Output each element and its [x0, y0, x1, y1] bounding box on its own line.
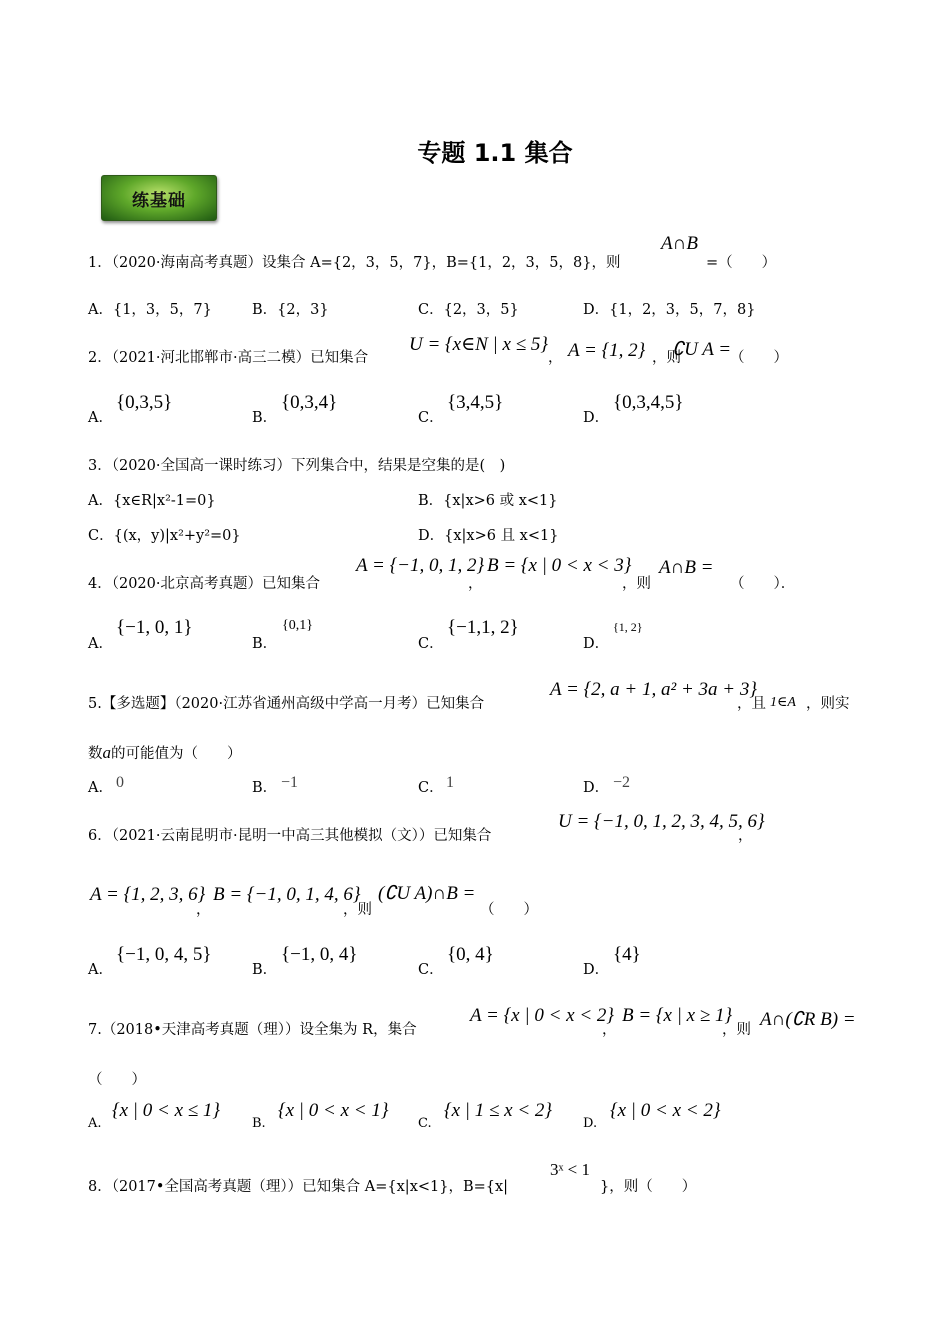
question-7-formula-b: B = {x | x ≥ 1} — [622, 1005, 733, 1026]
q5-option-a-label: A． — [88, 780, 113, 796]
q5-option-d-value: −2 — [613, 774, 631, 791]
question-7-line2: （ ） — [88, 1072, 146, 1088]
q7-option-d-value: {x | 0 < x < 2} — [610, 1100, 721, 1121]
q7-option-a-value: {x | 0 < x ≤ 1} — [112, 1100, 221, 1121]
question-7-formula-expr: A∩(∁R B) = — [760, 1009, 856, 1030]
q6-option-c-value: {0, 4} — [447, 944, 494, 965]
question-8-text: 8．（2017•全国高考真题（理））已知集合 A={x|x<1}，B={x| — [88, 1179, 509, 1195]
q3-option-c: C．{(x，y)|x²+y²=0} — [88, 528, 241, 544]
q4-option-c-label: C． — [418, 636, 444, 652]
q4-option-b-value: {0,1} — [282, 618, 313, 633]
question-4-sep: ， — [468, 576, 483, 592]
q5-option-a-value: 0 — [116, 774, 124, 791]
question-6-formula-expr: (∁U A)∩B = — [378, 883, 476, 904]
question-2-mid: ，则 — [652, 350, 681, 366]
question-6-formula-u: U = {−1, 0, 1, 2, 3, 4, 5, 6} — [558, 811, 765, 832]
question-4-tail: （ ）． — [730, 576, 796, 592]
question-6-mid: ，则 — [343, 902, 372, 918]
q2-option-c-value: {3,4,5} — [447, 392, 504, 413]
question-2-formula-a: A = {1, 2} — [568, 340, 646, 361]
question-4-text: 4．（2020·北京高考真题）已知集合 — [88, 576, 320, 592]
q7-option-c-value: {x | 1 ≤ x < 2} — [444, 1100, 553, 1121]
q3-option-a: A．{x∈R|x²-1=0} — [88, 493, 216, 509]
question-5-line2 — [88, 742, 242, 763]
q2-option-a-label: A． — [88, 410, 113, 426]
question-6-formula-b: B = {−1, 0, 1, 4, 6} — [213, 884, 361, 905]
q1-option-a: A．{1，3，5，7} — [88, 302, 212, 318]
question-7-sep: ， — [602, 1022, 617, 1038]
question-6-text: 6．（2021·云南昆明市·昆明一中高三其他模拟（文））已知集合 — [88, 828, 492, 844]
q1-option-c: C．{2，3，5} — [418, 302, 519, 318]
q6-option-c-label: C． — [418, 962, 444, 978]
question-6-tail1: ， — [738, 828, 753, 844]
question-4-formula-a: A = {−1, 0, 1, 2} — [356, 555, 485, 576]
q6-option-d-value: {4} — [613, 944, 641, 965]
q4-option-a-label: A． — [88, 636, 113, 652]
question-5-mid: ，且 — [737, 696, 766, 712]
question-1-formula: A∩B — [661, 233, 698, 254]
question-5-line2-suffix: 的可能值为（ ） — [111, 746, 242, 762]
q5-option-b-label: B． — [252, 780, 278, 796]
question-5-variable: a — [102, 743, 111, 762]
q7-option-b-value: {x | 0 < x < 1} — [278, 1100, 389, 1121]
question-4-formula-b: B = {x | 0 < x < 3} — [487, 555, 632, 576]
q3-option-b: B．{x|x>6 或 x<1} — [418, 493, 558, 509]
question-1 — [88, 251, 620, 272]
q4-option-b-label: B． — [252, 636, 278, 652]
question-5-formula-set: A = {2, a + 1, a² + 3a + 3} — [550, 679, 757, 700]
q2-option-c-label: C． — [418, 410, 444, 426]
question-5-tail: ，则实 — [806, 696, 850, 712]
page-title: 专题 1.1 集合 — [417, 139, 573, 167]
q7-option-b-label: B. — [252, 1116, 266, 1131]
question-1-tail: =（ ） — [706, 255, 777, 271]
q2-option-a-value: {0,3,5} — [116, 392, 173, 413]
question-8-formula: 3ˣ < 1 — [550, 1160, 591, 1179]
q6-option-b-value: {−1, 0, 4} — [281, 944, 358, 965]
q2-option-d-value: {0,3,4,5} — [613, 392, 684, 413]
q1-option-d: D．{1，2，3，5，7，8} — [583, 302, 756, 318]
q7-option-d-label: D. — [583, 1116, 598, 1131]
q5-option-d-label: D． — [583, 780, 610, 796]
q4-option-c-value: {−1,1, 2} — [447, 617, 519, 638]
q2-option-d-label: D． — [583, 410, 610, 426]
q4-option-a-value: {−1, 0, 1} — [116, 617, 193, 638]
question-7-text: 7.（2018•天津高考真题（理））设全集为 R，集合 — [88, 1022, 417, 1038]
question-2-text: 2．（2021·河北邯郸市·高三二模）已知集合 — [88, 350, 369, 366]
q2-option-b-label: B． — [252, 410, 278, 426]
section-badge — [101, 175, 217, 221]
question-7-mid: ，则 — [722, 1022, 751, 1038]
q6-option-d-label: D． — [583, 962, 610, 978]
q5-option-b-value: −1 — [281, 774, 299, 791]
q4-option-d-value: {1, 2} — [613, 620, 643, 634]
question-5-formula-member: 1∈A — [770, 695, 796, 710]
q6-option-b-label: B． — [252, 962, 278, 978]
question-6-formula-a: A = {1, 2, 3, 6} — [90, 884, 206, 905]
question-5-line2-prefix: 数 — [88, 746, 103, 762]
question-2-tail: （ ） — [730, 350, 788, 366]
q5-option-c-value: 1 — [446, 774, 454, 791]
q1-option-b: B．{2，3} — [252, 302, 329, 318]
section-badge-label: 练基础 — [132, 190, 186, 211]
question-4-formula-intersection: A∩B = — [659, 557, 714, 578]
question-2-formula-u: U = {x∈N | x ≤ 5} — [409, 334, 548, 355]
q2-option-b-value: {0,3,4} — [281, 392, 338, 413]
q6-option-a-label: A． — [88, 962, 113, 978]
q7-option-c-label: C. — [418, 1116, 432, 1131]
question-7-formula-a: A = {x | 0 < x < 2} — [470, 1005, 615, 1026]
question-3-text: 3．（2020·全国高一课时练习）下列集合中，结果是空集的是( ) — [88, 458, 506, 474]
q5-option-c-label: C． — [418, 780, 444, 796]
question-6-tail: （ ） — [480, 902, 538, 918]
question-6-sep: ， — [196, 902, 211, 918]
q4-option-d-label: D． — [583, 636, 610, 652]
question-2-formula-complement: ∁U A = — [672, 339, 732, 360]
q7-option-a-label: A. — [88, 1116, 102, 1131]
q3-option-d: D．{x|x>6 且 x<1} — [418, 528, 559, 544]
q6-option-a-value: {−1, 0, 4, 5} — [116, 944, 212, 965]
question-1-text: 1．（2020·海南高考真题）设集合 A={2，3，5，7}，B={1，2，3，5，8}，则 — [88, 255, 621, 271]
question-4-mid: ，则 — [622, 576, 651, 592]
question-5-text: 5.【多选题】（2020·江苏省通州高级中学高一月考）已知集合 — [88, 696, 485, 712]
question-8-tail: }，则（ ） — [600, 1179, 697, 1195]
question-2-sep: ， — [548, 350, 563, 366]
